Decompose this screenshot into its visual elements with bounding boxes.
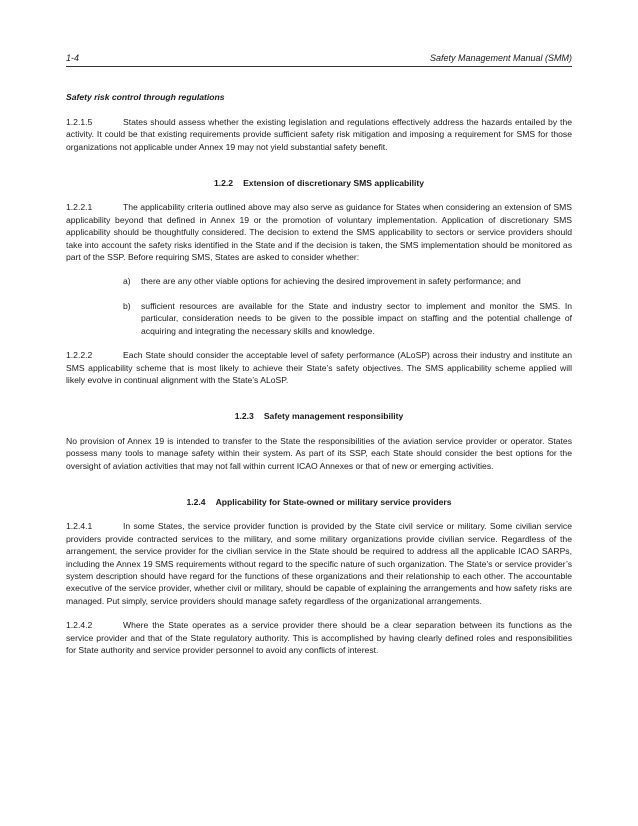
heading-number: 1.2.4 (186, 496, 206, 507)
paragraph-number: 1.2.4.2 (66, 620, 93, 631)
paragraph-1-2-3: No provision of Annex 19 is intended to transfer to the State the responsibilities of the aviation service provider or operator. States possess many tools to manage safety within their system. As part of its SSP, each State should consider the best options for the oversight of aviation activities that may not fall within current ICAO Annexes or that of new or emerging activities. (66, 435, 572, 471)
list-item (66, 275, 572, 287)
heading-title: Safety management responsibility (263, 411, 404, 422)
heading-1-2-3 (66, 410, 572, 422)
paragraph-text: Where the State operates as a service provider there should be a clear separation between its functions as the service provider and that of the State regulatory authority. This is accomplished by having clearly defined roles and responsibilities for State authority and service provider personnel to avoid any conflicts of interest. (66, 620, 572, 655)
paragraph-text: Each State should consider the acceptable level of safety performance (ALoSP) across their industry and institute an SMS applicability scheme that is most likely to achieve their State’s safety objectives. The SMS applicability scheme applied will likely evolve in continual alignment with the State’s ALoSP. (66, 350, 572, 385)
heading-1-2-4 (66, 496, 572, 508)
heading-number: 1.2.3 (234, 411, 254, 422)
section-title: Safety risk control through regulations (66, 92, 225, 103)
paragraph-number: 1.2.1.5 (66, 116, 93, 127)
heading-1-2-2 (66, 177, 572, 189)
heading-number: 1.2.2 (213, 178, 234, 189)
list-item (66, 300, 572, 337)
paragraph-text: States should assess whether the existing legislation and regulations effectively address the hazards entailed by the activity. It could be that existing requirements provide sufficient safety risk mitigation and imposing a requirement for SMS for those organizations not applicable under Annex 19 may not yield substantial safety benefit. (66, 116, 572, 152)
paragraph-number: 1.2.2.2 (66, 350, 93, 361)
paragraph-text: The applicability criteria outlined above may also serve as guidance for States when considering an extension of SMS applicability beyond that defined in Annex 19 or the promotion of voluntary implementation. Application of discretionary SMS applicability should be thoughtfully considered. The decision to extend the SMS applicability to sectors or service providers should take into account the safety risks identified in the State and if the decision is taken, the SMS implementation should be monitored as part of the SSP. Before requiring SMS, States are asked to consider whether: (66, 202, 572, 263)
document-title: Safety Management Manual (SMM) (429, 53, 572, 63)
paragraph-1-2-2-2 (66, 349, 572, 386)
list-item-label: a) (123, 276, 131, 287)
paragraph-1-2-1-5 (66, 116, 572, 153)
page-header (66, 52, 572, 67)
list-item-label: b) (123, 300, 131, 311)
paragraph-1-2-4-1 (66, 520, 572, 607)
paragraph-number: 1.2.2.1 (66, 202, 93, 213)
heading-title: Extension of discretionary SMS applicability (243, 178, 425, 189)
paragraph-1-2-2-1 (66, 201, 572, 263)
paragraph-1-2-4-2 (66, 619, 572, 656)
list-item-text: there are any other viable options for achieving the desired improvement in safety performance; and (141, 276, 521, 287)
heading-title: Applicability for State-owned or military service providers (215, 496, 452, 507)
paragraph-number: 1.2.4.1 (66, 521, 93, 532)
paragraph-text: In some States, the service provider function is provided by the State civil service or military. Some civilian service providers provide contracted services to the military, and some military organizations provide civilian service. Regardless of the arrangement, the service provider for the civilian service in the State should be required to address all the applicable ICAO SARPs, including the Annex 19 SMS requirements without regard to the specific nature of such organization. The State’s or service provider’s system description should have regard for the functions of these organizations and their relationship to each other. The accountable executive of the service provider, whether civil or military, should be capable of explaining the arrangements and how safety risks are managed. Put simply, service providers should manage safety regardless of the organizational arrangements. (66, 521, 572, 606)
list-item-text: sufficient resources are available for the State and industry sector to implement and monitor the SMS. In particular, consideration needs to be given to the possible impact on staffing and the potential challenge of acquiring and integrating the necessary skills and knowledge. (141, 300, 572, 336)
page-number: 1-4 (66, 53, 80, 63)
